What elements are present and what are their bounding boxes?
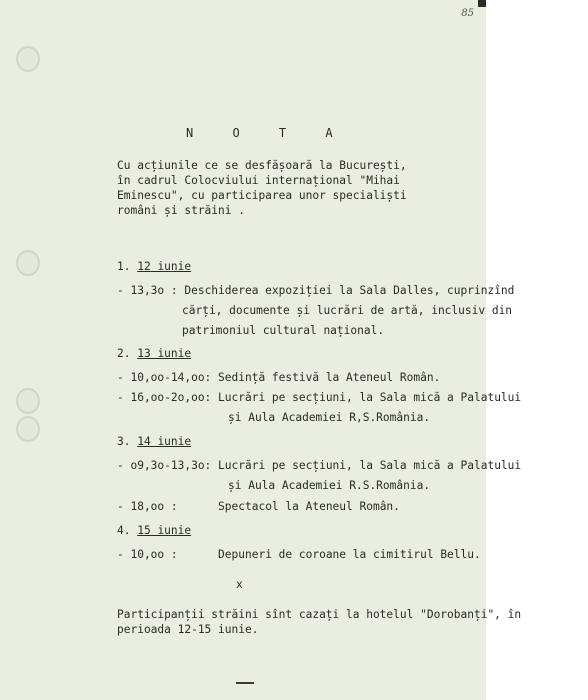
intro-line: români și străini . [117, 204, 245, 217]
schedule-item [117, 370, 477, 385]
schedule-item [117, 547, 481, 562]
bottom-dash [236, 682, 254, 684]
closing-line: perioada 12-15 iunie. [117, 623, 259, 636]
day-number: 4. [117, 524, 131, 537]
event-time: - 16,oo-2o,oo: [117, 391, 219, 404]
schedule-item [117, 458, 522, 473]
intro-line: Cu acțiunile ce se desfășoară la București, [117, 159, 407, 172]
event-line: Depuneri de coroane la cimitirul Bellu. [218, 548, 481, 561]
day-date: 15 iunie [137, 524, 192, 537]
intro-line: Eminescu", cu participarea unor specialiști [117, 189, 407, 202]
day-heading [117, 434, 477, 449]
event-time: - 18,oo : [117, 500, 219, 513]
document-title: N O T A [186, 126, 349, 140]
punch-hole [16, 388, 40, 414]
event-line: și Aula Academiei R,S.România. [228, 411, 431, 424]
day-number: 1. [117, 260, 131, 273]
corner-mark [478, 0, 486, 7]
event-description [184, 283, 514, 298]
event-time: - 10,oo-14,oo: [117, 371, 219, 384]
intro-paragraph [117, 158, 437, 218]
event-line: și Aula Academiei R.S.România. [228, 479, 431, 492]
day-heading [117, 259, 477, 274]
closing-line: Participanții străini sînt cazați la hotelul "Dorobanți", în [117, 608, 522, 621]
event-line: Sedință festivă la Ateneul Român. [218, 371, 441, 384]
day-date: 12 iunie [137, 260, 192, 273]
event-line: Lucrări pe secțiuni, la Sala mică a Palatului [218, 459, 522, 472]
day-heading [117, 346, 477, 361]
event-line: Spectacol la Ateneul Român. [218, 500, 400, 513]
event-time: - o9,3o-13,3o: [117, 459, 219, 472]
schedule-item [117, 283, 515, 298]
day-heading [117, 523, 477, 538]
intro-line: în cadrul Colocviului internațional "Mihai [117, 174, 400, 187]
event-line: cărți, documente și lucrări de artă, inclusiv din [182, 304, 513, 317]
event-time: - 13,3o : [117, 284, 185, 297]
event-line: Deschiderea expoziției la Sala Dalles, cuprinzînd [184, 284, 515, 297]
section-separator: x [236, 578, 243, 591]
day-date: 14 iunie [137, 435, 192, 448]
punch-hole [16, 46, 40, 72]
day-number: 3. [117, 435, 131, 448]
day-number: 2. [117, 347, 131, 360]
punch-hole [16, 250, 40, 276]
closing-paragraph [117, 607, 522, 637]
schedule-item [117, 499, 477, 514]
event-line: Lucrări pe secțiuni, la Sala mică a Palatului [218, 391, 522, 404]
event-time: - 10,oo : [117, 548, 219, 561]
day-date: 13 iunie [137, 347, 192, 360]
punch-hole [16, 416, 40, 442]
page-number: 85 [461, 8, 474, 19]
event-line: patrimoniul cultural național. [182, 324, 385, 337]
schedule-item [117, 390, 522, 405]
